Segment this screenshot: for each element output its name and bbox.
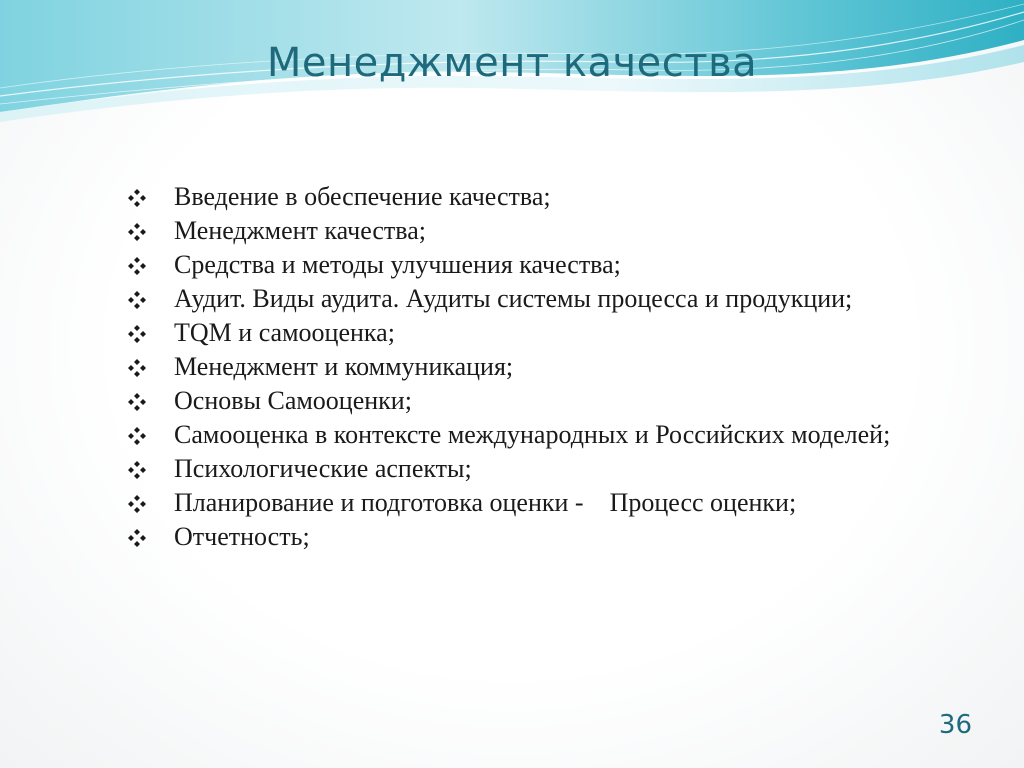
list-item-text: TQM и самооценка;: [174, 318, 395, 347]
bullet-list: [128, 180, 928, 554]
slide-content: [128, 180, 928, 554]
list-item: [128, 418, 928, 452]
list-item: [128, 384, 928, 418]
list-item-text-part: Процесс оценки;: [609, 488, 797, 517]
four-diamond-bullet-icon: [128, 495, 146, 513]
list-item-text: Средства и методы улучшения качества;: [174, 250, 621, 279]
slide-title: Менеджмент качества: [266, 40, 758, 86]
list-item-text: Аудит. Виды аудита. Аудиты системы процесса и продукции;: [174, 284, 853, 313]
four-diamond-bullet-icon: [128, 325, 146, 343]
list-item-text: Отчетность;: [174, 522, 310, 551]
list-item-text: Менеджмент и коммуникация;: [174, 352, 514, 381]
list-item-text: Самооценка в контексте международных и Российских моделей;: [174, 420, 891, 449]
four-diamond-bullet-icon: [128, 427, 146, 445]
four-diamond-bullet-icon: [128, 529, 146, 547]
four-diamond-bullet-icon: [128, 461, 146, 479]
four-diamond-bullet-icon: [128, 223, 146, 241]
list-item: [128, 282, 928, 316]
four-diamond-bullet-icon: [128, 291, 146, 309]
list-item: [128, 316, 928, 350]
list-item-text: Психологические аспекты;: [174, 454, 472, 483]
list-item: [128, 486, 928, 520]
list-item-text: Введение в обеспечение качества;: [174, 182, 551, 211]
four-diamond-bullet-icon: [128, 393, 146, 411]
list-item: [128, 214, 928, 248]
list-item: [128, 248, 928, 282]
list-item: [128, 180, 928, 214]
list-item: [128, 350, 928, 384]
four-diamond-bullet-icon: [128, 359, 146, 377]
four-diamond-bullet-icon: [128, 257, 146, 275]
four-diamond-bullet-icon: [128, 189, 146, 207]
page-number: 36: [938, 710, 972, 740]
list-item: [128, 520, 928, 554]
list-item-text: [174, 488, 796, 517]
list-item: [128, 452, 928, 486]
list-item-text: Основы Самооценки;: [174, 386, 412, 415]
list-item-text-part: Планирование и подготовка оценки -: [174, 488, 584, 517]
list-item-text: Менеджмент качества;: [174, 216, 426, 245]
